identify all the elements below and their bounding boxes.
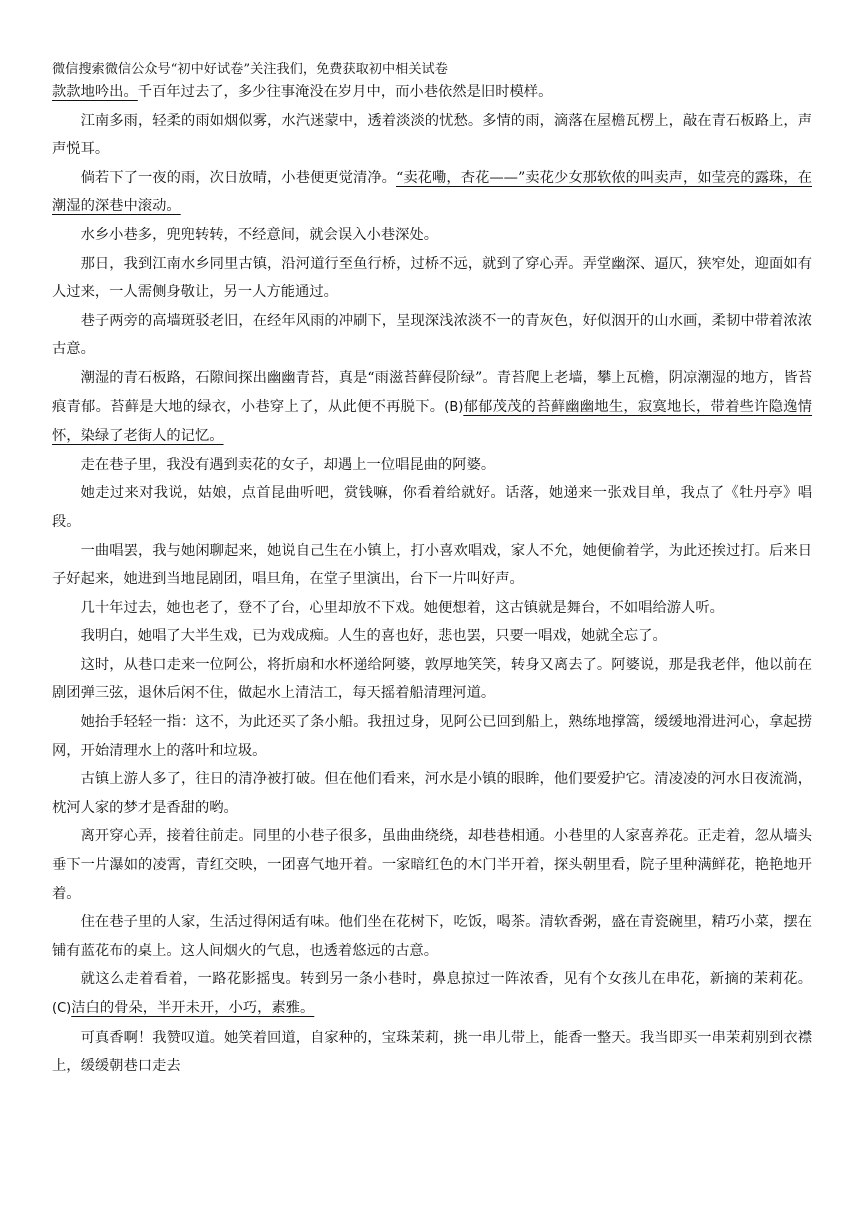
article-body <box>52 78 812 1081</box>
paragraph-2 <box>52 164 812 221</box>
paragraph-12: 这时，从巷口走来一位阿公，将折扇和水杯递给阿婆，敦厚地笑笑，转身又离去了。阿婆说，那是我老伴，他以前在剧团弹三弦，退休后闲不住，做起水上清洁工，每天摇着船清理河道。 <box>52 656 812 702</box>
paragraph-1: 江南多雨，轻柔的雨如烟似雾，水汽迷蒙中，透着淡淡的忧愁。多情的雨，滴落在屋檐瓦楞上，敲在青石板路上，声声悦耳。 <box>52 112 812 158</box>
paragraph-3: 水乡小巷多，兜兜转转，不经意间，就会误入小巷深处。 <box>80 226 439 243</box>
paragraph-13: 她抬手轻轻一指：这不，为此还买了条小船。我扭过身，见阿公已回到船上，熟练地撑篙，缓缓地滑进河心，拿起捞网，开始清理水上的落叶和垃圾。 <box>52 714 812 759</box>
marker-b: (B) <box>444 399 464 415</box>
paragraph-text: 倘若下了一夜的雨，次日放晴，小巷便更觉清净。 <box>80 169 396 186</box>
paragraph-18: 可真香啊！我赞叹道。她笑着回道，自家种的，宝珠茉莉，挑一串儿带上，能香一整天。我当即买一串茉莉别到衣襟上，缓缓朝巷口走去 <box>52 1029 812 1075</box>
marker-c: (C) <box>52 1001 72 1016</box>
paragraph-text: 潮湿的青石板路，石隙间探出幽幽青苔，真是“雨滋苔藓侵阶绿”。青苔爬上老墙，攀上瓦檐，阴凉潮湿的地方，皆苔痕青郁。苔藓是大地的绿衣，小巷穿上了，从此便不再脱下。 <box>52 369 812 415</box>
underlined-sentence-b: 郁郁茂茂的苔藓幽幽地生，寂寞地长，带着些许隐逸情怀，染绿了老街人的记忆。 <box>52 398 813 445</box>
paragraph-6 <box>52 364 812 451</box>
paragraph-15: 离开穿心弄，接着往前走。同里的小巷子很多，虽曲曲绕绕，却巷巷相通。小巷里的人家喜养花。正走着，忽从墙头垂下一片瀑如的凌霄，青红交映，一团喜气地开着。一家暗红色的木门半开着，探头朝里看，院子里种满鲜花，艳艳地开着。 <box>52 828 812 902</box>
underlined-sentence-c: 洁白的骨朵，半开未开，小巧，素雅。 <box>71 1000 315 1016</box>
paragraph-4: 那日，我到江南水乡同里古镇，沿河道行至鱼行桥，过桥不远，就到了穿心弄。弄堂幽深、逼仄，狭窄处，迎面如有人过来，一人需侧身敬让，另一人方能通过。 <box>52 255 812 301</box>
paragraph-7: 走在巷子里，我没有遇到卖花的女子，却遇上一位唱昆曲的阿婆。 <box>80 456 496 473</box>
paragraph-8: 她走过来对我说，姑娘，点首昆曲听吧，赏钱嘛，你看着给就好。话落，她递来一张戏目单，我点了《牡丹亭》唱段。 <box>52 485 812 530</box>
underlined-sentence: “卖花嘞，杏花——”卖花少女那软侬的叫卖声，如莹亮的露珠，在潮湿的深巷中滚动。 <box>52 169 812 215</box>
paragraph-17 <box>52 965 812 1023</box>
underlined-phrase: 款款地吟出。 <box>52 84 138 100</box>
page-header: 微信搜索微信公众号“初中好试卷”关注我们，免费获取初中相关试卷 <box>52 62 448 77</box>
paragraph-0 <box>52 78 812 107</box>
paragraph-16: 住在巷子里的人家，生活过得闲适有味。他们坐在花树下，吃饭，喝茶。清软香粥，盛在青瓷碗里，精巧小菜，摆在铺有蓝花布的桌上。这人间烟火的气息，也透着悠远的古意。 <box>52 914 812 959</box>
paragraph-14: 古镇上游人多了，往日的清净被打破。但在他们看来，河水是小镇的眼眸，他们要爱护它。清凌凌的河水日夜流淌，枕河人家的梦才是香甜的哟。 <box>52 771 812 816</box>
paragraph-11: 我明白，她唱了大半生戏，已为戏成痴。人生的喜也好，悲也罢，只要一唱戏，她就全忘了。 <box>80 628 667 645</box>
paragraph-text: 就这么走着看着，一路花影摇曳。转到另一条小巷时，鼻息掠过一阵浓香，见有个女孩儿在串花，新摘的茉莉花。 <box>80 971 812 988</box>
paragraph-9: 一曲唱罢，我与她闲聊起来，她说自己生在小镇上，打小喜欢唱戏，家人不允，她便偷着学，为此还挨过打。后来日子好起来，她进到当地昆剧团，唱旦角，在堂子里演出，台下一片叫好声。 <box>52 542 812 588</box>
paragraph-10: 几十年过去，她也老了，登不了台，心里却放不下戏。她便想着，这古镇就是舞台，不如唱给游人听。 <box>80 599 724 616</box>
paragraph-text: 千百年过去了，多少往事淹没在岁月中，而小巷依然是旧时模样。 <box>137 84 553 100</box>
paragraph-5: 巷子两旁的高墙斑驳老旧，在经年风雨的冲刷下，呈现深浅浓淡不一的青灰色，好似洇开的山水画，柔韧中带着浓浓古意。 <box>52 312 812 358</box>
